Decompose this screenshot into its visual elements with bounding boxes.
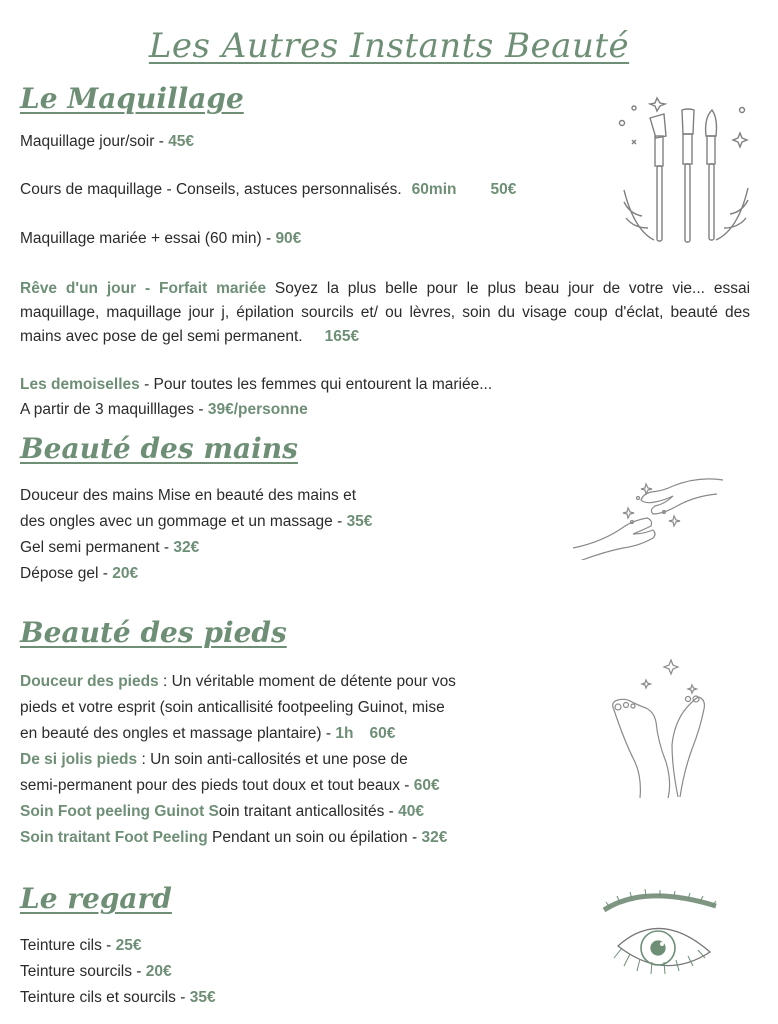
item-douceur-pieds-line2: pieds et votre esprit (soin anticallisité footpeeling Guinot, mise: [20, 699, 445, 716]
item-teinture-cils: Teinture cils - 25€: [20, 937, 142, 954]
page-title: Les Autres Instants Beauté: [148, 26, 630, 66]
heading-regard: Le regard: [20, 882, 172, 915]
item-gel-semi-permanent: Gel semi permanent - 32€: [20, 539, 200, 556]
item-foot-peeling-guinot: Soin Foot peeling Guinot Soin traitant anticallosités - 40€: [20, 803, 424, 820]
heading-pieds: Beauté des pieds: [20, 616, 287, 649]
item-jolis-pieds: De si jolis pieds : Un soin anti-callosités et une pose de: [20, 751, 408, 768]
item-jolis-pieds-line2: semi-permanent pour des pieds tout doux et tout beaux - 60€: [20, 777, 440, 794]
heading-mains: Beauté des mains: [20, 432, 298, 465]
item-maquillage-mariee: Maquillage mariée + essai (60 min) - 90€: [20, 230, 302, 247]
item-maquillage-jour-soir: Maquillage jour/soir - 45€: [20, 133, 195, 150]
item-depose-gel: Dépose gel - 20€: [20, 565, 139, 582]
item-demoiselles: Les demoiselles - Pour toutes les femmes qui entourent la mariée...: [20, 376, 493, 393]
item-douceur-pieds: Douceur des pieds : Un véritable moment de détente pour vos: [20, 673, 456, 690]
item-soin-traitant-foot-peeling: Soin traitant Foot Peeling Pendant un soin ou épilation - 32€: [20, 829, 448, 846]
item-douceur-mains-price: des ongles avec un gommage et un massage - 35€: [20, 513, 373, 530]
item-teinture-sourcils: Teinture sourcils - 20€: [20, 963, 172, 980]
item-reve-dun-jour: Rêve d'un jour - Forfait mariée Soyez la plus belle pour le plus beau jour de votre vie... essai maquillage, maquillage jour j, épilation sourcils et/ ou lèvres, soin du visage coup d'éclat, beauté des mains avec pose de gel semi permanent. 165€: [20, 280, 751, 345]
item-douceur-pieds-line3: en beauté des ongles et massage plantaire) - 1h 60€: [20, 725, 396, 742]
item-teinture-cils-sourcils: Teinture cils et sourcils - 35€: [20, 989, 216, 1006]
hands-icon: [568, 468, 728, 560]
feet-icon: [606, 655, 716, 800]
item-demoiselles-price: A partir de 3 maquilllages - 39€/personne: [20, 401, 308, 418]
heading-maquillage: Le Maquillage: [20, 82, 244, 115]
makeup-brushes-icon: [612, 88, 762, 253]
item-douceur-mains: Douceur des mains Mise en beauté des mains et: [20, 487, 357, 504]
eye-icon: [600, 888, 730, 983]
item-cours-maquillage: Cours de maquillage - Conseils, astuces personnalisés. 60min 50€: [20, 181, 517, 198]
